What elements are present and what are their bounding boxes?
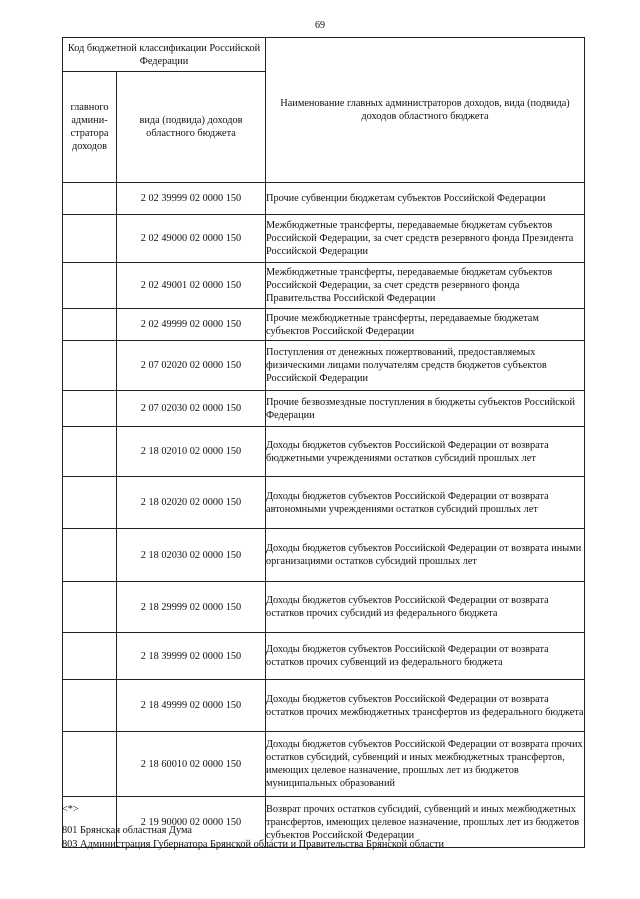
row-admin-code bbox=[63, 477, 117, 529]
row-revenue-code: 2 07 02030 02 0000 150 bbox=[117, 391, 266, 427]
table-row bbox=[63, 477, 585, 529]
table-row bbox=[63, 263, 585, 309]
table-row bbox=[63, 183, 585, 215]
row-admin-code bbox=[63, 341, 117, 391]
budget-classification-table bbox=[62, 37, 585, 848]
table-row bbox=[63, 732, 585, 797]
row-revenue-name: Межбюджетные трансферты, передаваемые бюджетам субъектов Российской Федерации, за счет средств резервного фонда Правительства Российской Федерации bbox=[266, 263, 585, 309]
row-admin-code bbox=[63, 183, 117, 215]
row-revenue-code: 2 18 49999 02 0000 150 bbox=[117, 680, 266, 732]
row-revenue-name: Доходы бюджетов субъектов Российской Федерации от возврата автономными учреждениями остатков субсидий прошлых лет bbox=[266, 477, 585, 529]
row-revenue-code: 2 02 49999 02 0000 150 bbox=[117, 309, 266, 341]
row-revenue-name: Доходы бюджетов субъектов Российской Федерации от возврата остатков прочих межбюджетных трансфертов из федерального бюджета bbox=[266, 680, 585, 732]
header-revenue-type-code: вида (подвида) доходов областного бюджета bbox=[117, 72, 266, 183]
row-admin-code bbox=[63, 427, 117, 477]
footnote-line: 803 Администрация Губернатора Брянской области и Правительства Брянской области bbox=[62, 839, 445, 850]
row-revenue-code: 2 02 49001 02 0000 150 bbox=[117, 263, 266, 309]
row-revenue-name: Межбюджетные трансферты, передаваемые бюджетам субъектов Российской Федерации, за счет средств резервного фонда Президента Российской Федерации bbox=[266, 215, 585, 263]
row-revenue-code: 2 18 39999 02 0000 150 bbox=[117, 633, 266, 680]
row-admin-code bbox=[63, 633, 117, 680]
table-row bbox=[63, 391, 585, 427]
table-row bbox=[63, 680, 585, 732]
row-revenue-name: Прочие межбюджетные трансферты, передаваемые бюджетам субъектов Российской Федерации bbox=[266, 309, 585, 341]
row-revenue-code: 2 02 49000 02 0000 150 bbox=[117, 215, 266, 263]
footnote-line: 801 Брянская областная Дума bbox=[62, 825, 192, 836]
table-row bbox=[63, 529, 585, 582]
row-admin-code bbox=[63, 215, 117, 263]
row-revenue-name: Прочие безвозмездные поступления в бюджеты субъектов Российской Федерации bbox=[266, 391, 585, 427]
table-row bbox=[63, 215, 585, 263]
row-revenue-name: Доходы бюджетов субъектов Российской Федерации от возврата иными организациями остатков субсидий прошлых лет bbox=[266, 529, 585, 582]
table-row bbox=[63, 427, 585, 477]
row-revenue-code: 2 18 02030 02 0000 150 bbox=[117, 529, 266, 582]
row-revenue-name: Поступления от денежных пожертвований, предоставляемых физическими лицами получателям средств бюджетов субъектов Российской Федерации bbox=[266, 341, 585, 391]
row-admin-code bbox=[63, 309, 117, 341]
row-revenue-name: Доходы бюджетов субъектов Российской Федерации от возврата бюджетными учреждениями остатков субсидий прошлых лет bbox=[266, 427, 585, 477]
row-admin-code bbox=[63, 391, 117, 427]
row-revenue-code: 2 18 02010 02 0000 150 bbox=[117, 427, 266, 477]
row-admin-code bbox=[63, 732, 117, 797]
row-revenue-name: Доходы бюджетов субъектов Российской Федерации от возврата прочих остатков субсидий, субвенций и иных межбюджетных трансфертов, имеющих целевое назначение, прошлых лет из бюджетов муниципальных образований bbox=[266, 732, 585, 797]
header-main-administrator: главного админи-стратора доходов bbox=[63, 72, 117, 183]
row-admin-code bbox=[63, 680, 117, 732]
table-row bbox=[63, 582, 585, 633]
row-revenue-code: 2 07 02020 02 0000 150 bbox=[117, 341, 266, 391]
table-row bbox=[63, 309, 585, 341]
footnote-mark: <*> bbox=[62, 804, 79, 815]
row-admin-code bbox=[63, 529, 117, 582]
row-admin-code bbox=[63, 582, 117, 633]
header-budget-code-group: Код бюджетной классификации Российской Федерации bbox=[63, 38, 266, 72]
table-row bbox=[63, 341, 585, 391]
row-revenue-code: 2 18 29999 02 0000 150 bbox=[117, 582, 266, 633]
table-row bbox=[63, 633, 585, 680]
row-revenue-name: Возврат прочих остатков субсидий, субвенций и иных межбюджетных трансфертов, имеющих целевое назначение, прошлых лет из бюджетов субъектов Российской Федерации bbox=[266, 797, 585, 848]
row-revenue-code: 2 19 90000 02 0000 150 bbox=[117, 797, 266, 848]
row-revenue-name: Прочие субвенции бюджетам субъектов Российской Федерации bbox=[266, 183, 585, 215]
row-revenue-code: 2 18 02020 02 0000 150 bbox=[117, 477, 266, 529]
row-admin-code bbox=[63, 263, 117, 309]
header-administrator-name: Наименование главных администраторов доходов, вида (подвида) доходов областного бюджета bbox=[266, 38, 585, 183]
row-revenue-code: 2 02 39999 02 0000 150 bbox=[117, 183, 266, 215]
row-revenue-name: Доходы бюджетов субъектов Российской Федерации от возврата остатков прочих субвенций из федерального бюджета bbox=[266, 633, 585, 680]
page-number: 69 bbox=[315, 20, 325, 31]
row-revenue-name: Доходы бюджетов субъектов Российской Федерации от возврата остатков прочих субсидий из федерального бюджета bbox=[266, 582, 585, 633]
row-revenue-code: 2 18 60010 02 0000 150 bbox=[117, 732, 266, 797]
